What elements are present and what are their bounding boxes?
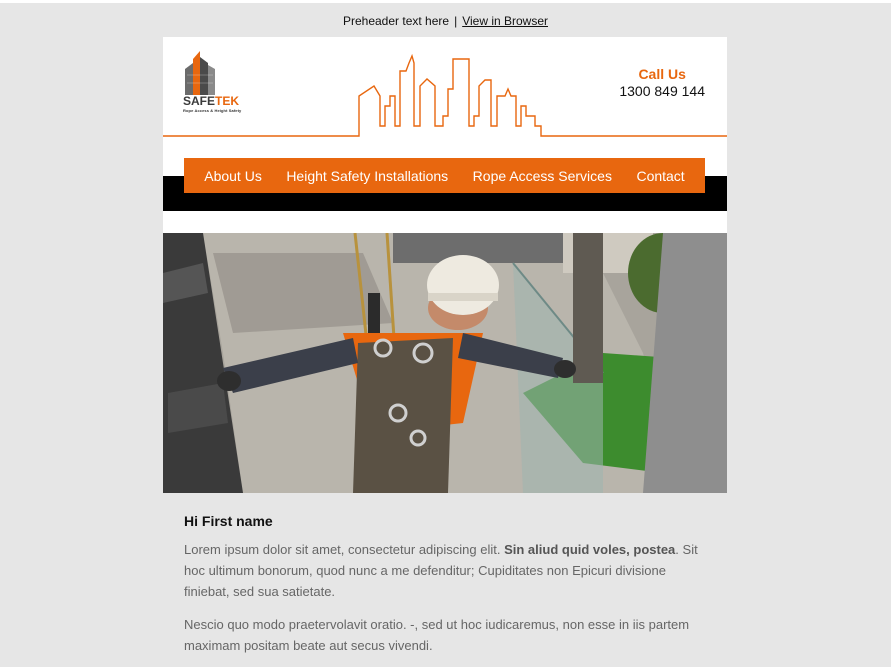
body-content (163, 493, 727, 667)
greeting: Hi First name (184, 513, 273, 529)
email-container (163, 37, 727, 667)
spacer (163, 211, 727, 233)
paragraph-1-bold: Sin aliud quid voles, postea (504, 542, 676, 557)
nav-item-height-safety-installations[interactable]: Height Safety Installations (286, 167, 449, 184)
nav-item-contact[interactable]: Contact (636, 167, 685, 184)
preheader-text: Preheader text here (342, 14, 450, 28)
paragraph-1-start: Lorem ipsum dolor sit amet, consectetur adipiscing elit. (184, 542, 505, 557)
nav-item-about-us[interactable]: About Us (204, 167, 262, 184)
safetek-logo[interactable] (183, 51, 247, 113)
top-strip (0, 0, 891, 3)
logo-word-safe: SAFE (183, 94, 216, 108)
preheader-separator: | (454, 14, 458, 28)
hero-image (163, 233, 727, 493)
paragraph-1 (184, 539, 706, 602)
logo-wordmark (183, 95, 239, 107)
main-nav (184, 158, 705, 193)
paragraph-2: Nescio quo modo praetervolavit oratio. -, sed ut hoc iudicaremus, non esse in iis partem maximam positam beate aut secus vivendi. (184, 617, 690, 653)
rope-access-worker-photo (163, 233, 727, 493)
logo-tagline: Rope Access & Height Safety (183, 108, 242, 113)
building-logo-icon (183, 51, 223, 95)
phone-number-link[interactable]: 1300 849 144 (619, 83, 705, 99)
logo-word-tek: TEK (215, 94, 240, 108)
preheader (0, 14, 891, 28)
view-in-browser-link[interactable]: View in Browser (462, 14, 548, 28)
email-header (163, 37, 727, 147)
nav-section (163, 147, 727, 211)
nav-item-rope-access-services[interactable]: Rope Access Services (472, 167, 612, 184)
paragraph-1-end: . Sit hoc ultimum bonorum, quod nunc a me defenditur; Cupiditates non Epicuri divisione finiebat, sed sua satietate. (184, 542, 698, 599)
call-us-block (619, 66, 705, 100)
call-us-label: Call Us (638, 66, 686, 82)
